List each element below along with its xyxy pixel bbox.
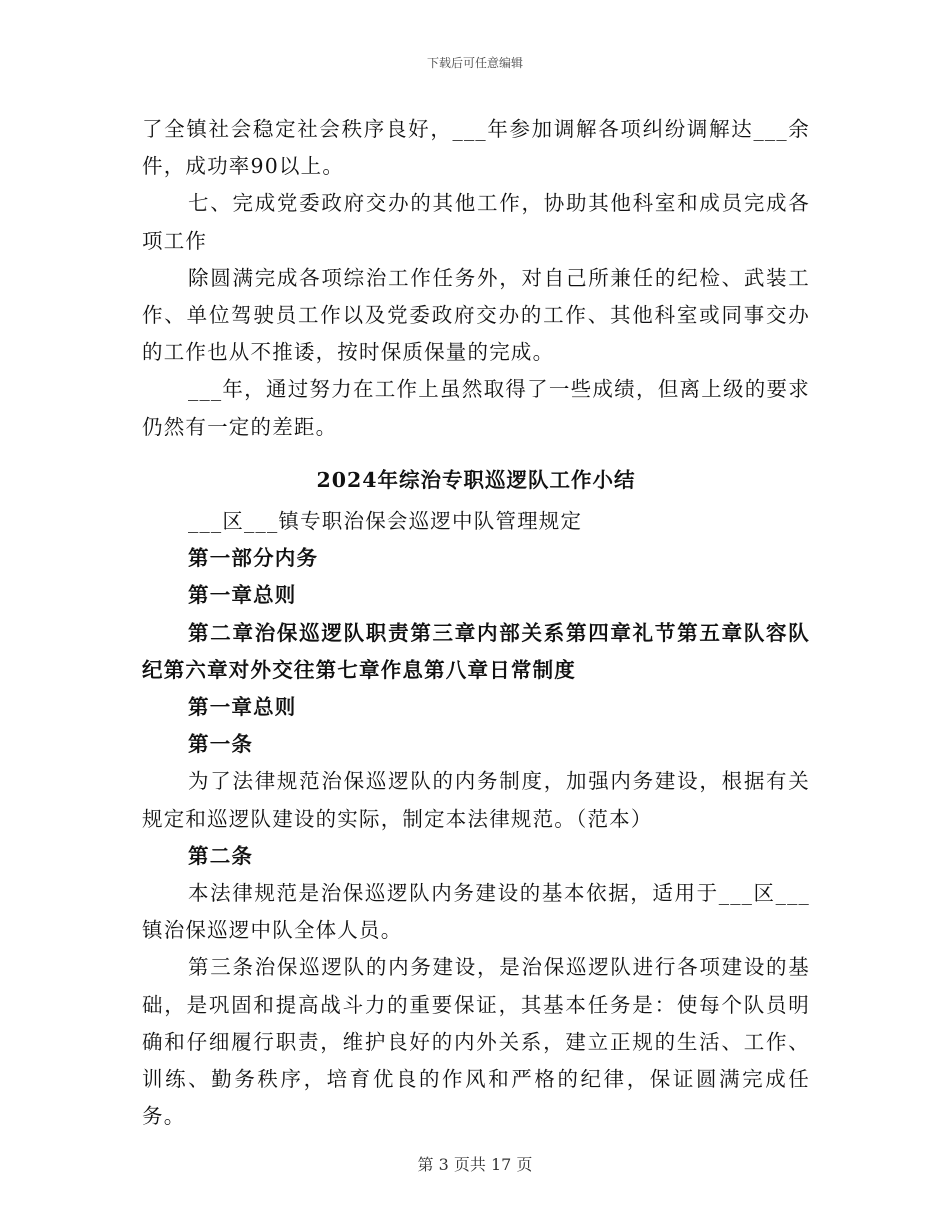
section-title: 2024年综治专职巡逻队工作小结	[316, 467, 636, 492]
paragraph-other-duties: 除圆满完成各项综治工作任务外，对自己所兼任的纪检、武装工作、单位驾驶员工作以及党委政府交办的工作、其他科室或同事交办的工作也从不推诿，按时保质保量的完成。	[142, 265, 810, 365]
paragraph-mediation-summary: 了全镇社会稳定社会秩序良好，___年参加调解各项纠纷调解达___余件，成功率90以上。	[142, 117, 810, 179]
page-header: 下载后可任意编辑	[426, 56, 523, 70]
chapter-heading-repeat: 第一章总则	[188, 695, 297, 720]
article-two-text: 本法律规范是治保巡逻队内务建设的基本依据，适用于___区___镇治保巡逻中队全体人员。	[142, 881, 810, 943]
paragraph-year-conclusion: ___年，通过努力在工作上虽然取得了一些成绩，但离上级的要求仍然有一定的差距。	[142, 377, 810, 439]
article-one-heading: 第一条	[188, 732, 254, 757]
part-heading: 第一部分内务	[188, 546, 319, 571]
chapter-list: 第二章治保巡逻队职责第三章内部关系第四章礼节第五章队容队纪第六章对外交往第七章作息第八章日常制度	[142, 620, 810, 682]
article-two-heading: 第二条	[188, 843, 254, 868]
article-one-text: 为了法律规范治保巡逻队的内务制度，加强内务建设，根据有关规定和巡逻队建设的实际，制定本法律规范。（范本）	[142, 769, 810, 831]
paragraph-item-seven: 七、完成党委政府交办的其他工作，协助其他科室和成员完成各项工作	[142, 191, 810, 253]
regulation-subtitle: ___区___镇专职治保会巡逻中队管理规定	[188, 509, 583, 534]
page-number: 第 3 页共 17 页	[417, 1155, 533, 1174]
article-three-text: 第三条治保巡逻队的内务建设，是治保巡逻队进行各项建设的基础，是巩固和提高战斗力的重要保证，其基本任务是：使每个队员明确和仔细履行职责，维护良好的内外关系，建立正规的生活、工作、训练、勤务秩序，培育优良的作风和严格的纪律，保证圆满完成任务。	[142, 955, 810, 1129]
chapter-heading: 第一章总则	[188, 583, 297, 608]
document-body	[142, 111, 810, 1135]
